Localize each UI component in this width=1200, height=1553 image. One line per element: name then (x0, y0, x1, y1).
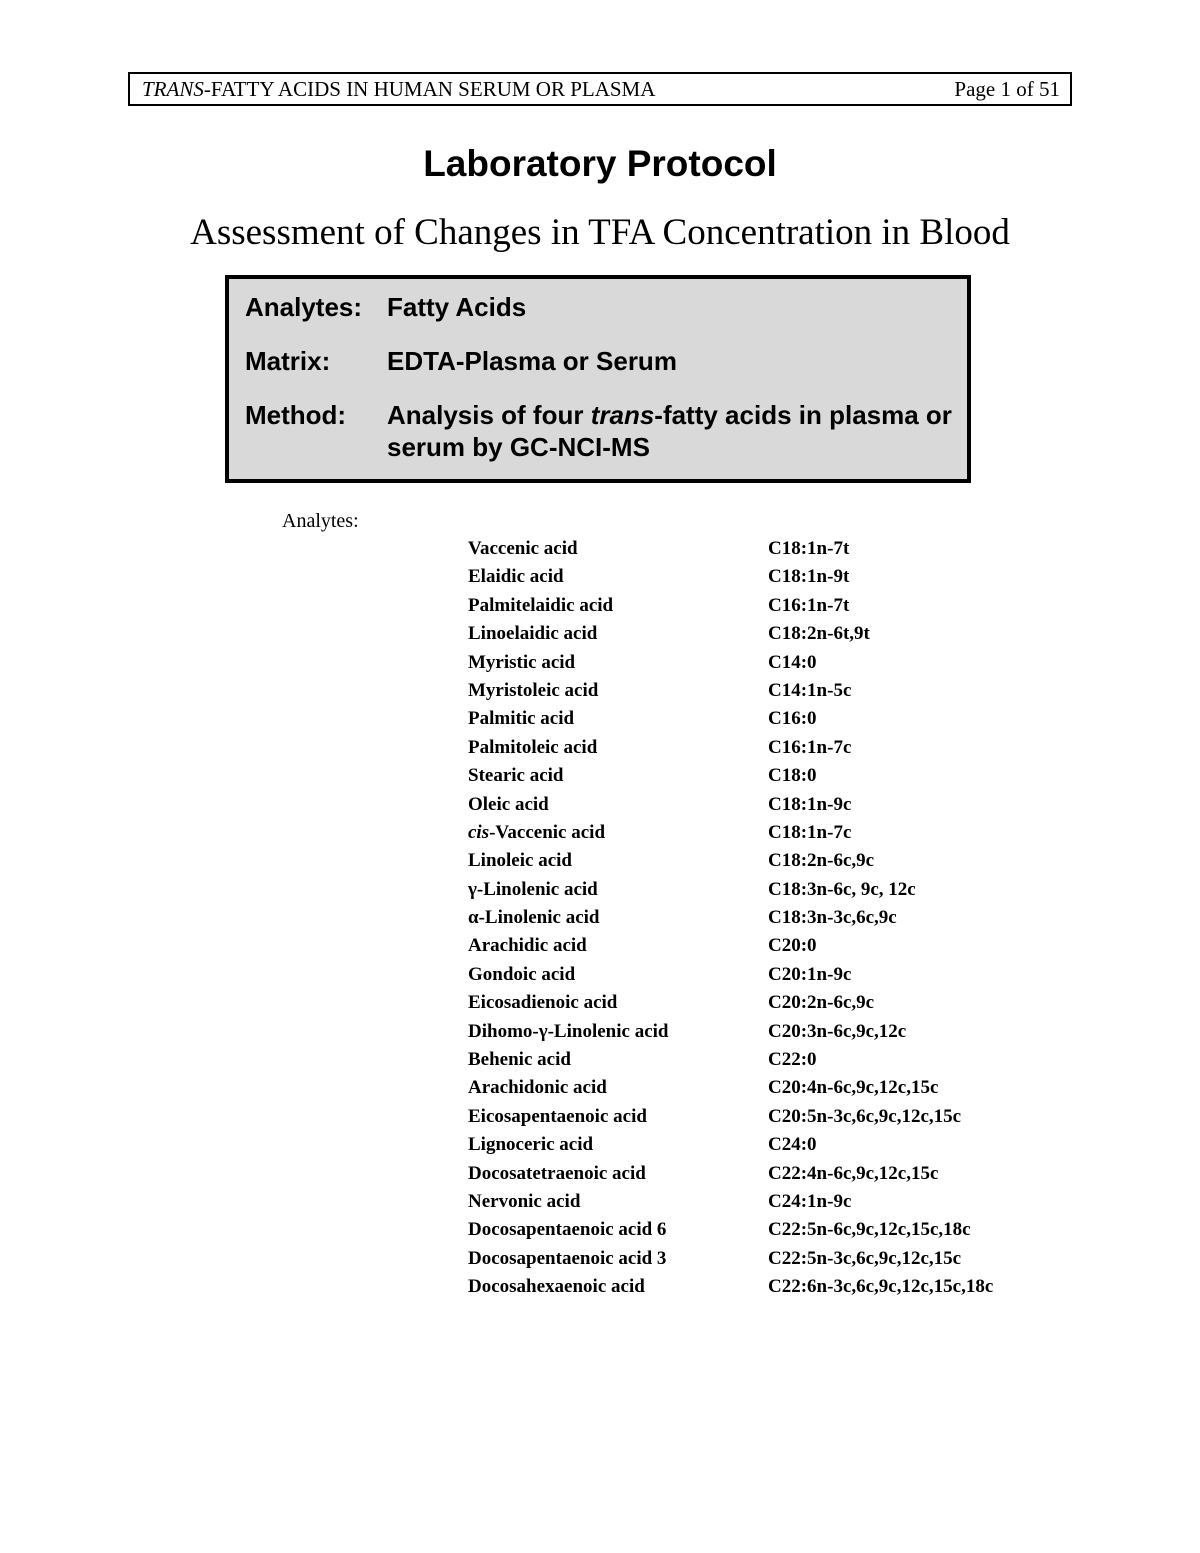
summary-label-analytes: Analytes: (245, 292, 363, 322)
summary-value-matrix: EDTA-Plasma or Serum (387, 346, 677, 376)
analyte-row (468, 876, 1108, 904)
analyte-row (468, 649, 1108, 677)
analyte-name (468, 620, 597, 648)
analyte-name-text: Palmitelaidic acid (468, 594, 614, 616)
analyte-formula: C18:0 (768, 765, 817, 787)
analyte-row (468, 1046, 1108, 1074)
analyte-row (468, 847, 1108, 875)
analyte-row (468, 734, 1108, 762)
analyte-name (468, 1046, 571, 1074)
analyte-name (468, 791, 549, 819)
analyte-name-text: Stearic acid (468, 765, 564, 787)
analyte-name-text: α-Linolenic acid (468, 907, 600, 929)
analyte-formula: C18:2n-6c,9c (768, 850, 875, 872)
analyte-name-text: Myristoleic acid (468, 679, 599, 701)
analyte-formula: C24:0 (768, 1134, 817, 1156)
analyte-name (468, 961, 575, 989)
analyte-formula: C22:4n-6c,9c,12c,15c (768, 1162, 939, 1184)
analyte-name-text: -Vaccenic acid (489, 821, 606, 843)
analyte-name (468, 876, 598, 904)
analyte-name (468, 1131, 593, 1159)
analyte-name-text: Arachidic acid (468, 935, 587, 957)
analyte-name (468, 762, 564, 790)
analyte-row (468, 620, 1108, 648)
analyte-row (468, 1103, 1108, 1131)
method-text-post: -fatty acids in plasma or serum by GC-NCI-MS (387, 400, 952, 462)
method-text-italic: trans (590, 400, 655, 430)
analyte-name (468, 1160, 646, 1188)
header-title-rest: -FATTY ACIDS IN HUMAN SERUM OR PLASMA (203, 77, 656, 101)
analyte-name (468, 847, 572, 875)
analyte-formula: C16:0 (768, 708, 817, 730)
analyte-formula: C18:1n-7t (768, 538, 850, 559)
analyte-formula: C20:4n-6c,9c,12c,15c (768, 1077, 939, 1099)
analyte-row (468, 1245, 1108, 1273)
analyte-formula: C22:5n-6c,9c,12c,15c,18c (768, 1219, 971, 1241)
analyte-formula: C24:1n-9c (768, 1190, 852, 1212)
analyte-row (468, 1018, 1108, 1046)
analyte-row (468, 932, 1108, 960)
analyte-name-text: Dihomo-γ-Linolenic acid (468, 1020, 669, 1042)
analyte-formula: C22:5n-3c,6c,9c,12c,15c (768, 1247, 962, 1269)
analyte-row (468, 563, 1108, 591)
analyte-row (468, 961, 1108, 989)
analyte-name (468, 677, 598, 705)
summary-box (225, 275, 971, 483)
analyte-name-text: Gondoic acid (468, 963, 576, 985)
analyte-row (468, 535, 1108, 563)
analyte-name-text: Docosapentaenoic acid 3 (468, 1247, 667, 1269)
analyte-name-text: Docosatetraenoic acid (468, 1162, 646, 1184)
analyte-name (468, 1103, 647, 1131)
summary-value-method (387, 399, 957, 463)
analyte-name-text: Nervonic acid (468, 1190, 581, 1212)
analyte-name-text: Arachidonic acid (468, 1077, 607, 1099)
page-number: Page 1 of 51 (954, 77, 1060, 101)
analyte-formula: C18:1n-7c (768, 821, 852, 843)
analyte-name-text: Palmitoleic acid (468, 736, 598, 758)
analyte-name (468, 1216, 666, 1244)
document-title: Laboratory Protocol (423, 143, 777, 184)
analyte-row (468, 1131, 1108, 1159)
analyte-name-text: Oleic acid (468, 793, 549, 815)
analyte-row (468, 677, 1108, 705)
analyte-name-text: Myristic acid (468, 651, 576, 673)
analyte-row (468, 1188, 1108, 1216)
document-subtitle: Assessment of Changes in TFA Concentration in Blood (190, 212, 1010, 253)
analyte-name-text: Eicosapentaenoic acid (468, 1105, 647, 1127)
analyte-name (468, 1074, 607, 1102)
analyte-name (468, 1188, 580, 1216)
analyte-formula: C18:1n-9c (768, 793, 852, 815)
summary-label-method: Method: (245, 400, 347, 430)
analyte-row (468, 904, 1108, 932)
analyte-name-text: Elaidic acid (468, 566, 564, 588)
analyte-formula: C20:0 (768, 935, 817, 957)
analyte-formula: C18:3n-3c,6c,9c (768, 907, 897, 929)
analyte-row (468, 819, 1108, 847)
analyte-row (468, 1273, 1108, 1301)
analyte-name (468, 1018, 668, 1046)
analyte-name-text: Linoelaidic acid (468, 623, 598, 645)
analyte-formula: C18:3n-6c, 9c, 12c (768, 878, 916, 900)
analyte-row (468, 592, 1108, 620)
analyte-name-text: Docosapentaenoic acid 6 (468, 1219, 667, 1241)
running-header (128, 72, 1072, 106)
analyte-formula: C16:1n-7c (768, 736, 852, 758)
header-title (142, 74, 655, 104)
analyte-row (468, 1074, 1108, 1102)
analyte-name-text: Linoleic acid (468, 850, 572, 872)
analyte-name (468, 563, 564, 591)
analyte-name (468, 1273, 645, 1301)
analyte-formula: C20:3n-6c,9c,12c (768, 1020, 907, 1042)
analyte-name (468, 734, 597, 762)
analyte-formula: C18:1n-9t (768, 566, 850, 588)
analyte-formula: C20:1n-9c (768, 963, 852, 985)
analyte-name (468, 592, 613, 620)
analyte-row (468, 1160, 1108, 1188)
analyte-name-text: Docosahexaenoic acid (468, 1276, 645, 1298)
analyte-name-text: Behenic acid (468, 1049, 571, 1071)
analyte-formula: C20:2n-6c,9c (768, 992, 875, 1014)
analyte-row (468, 705, 1108, 733)
analyte-formula: C14:0 (768, 651, 817, 673)
analyte-name-text: γ-Linolenic acid (468, 878, 598, 900)
analytes-heading: Analytes: (282, 510, 359, 532)
header-title-italic: TRANS (142, 77, 204, 101)
analyte-row (468, 989, 1108, 1017)
analyte-name (468, 1245, 666, 1273)
analyte-name-text: Palmitic acid (468, 708, 575, 730)
analyte-formula: C16:1n-7t (768, 594, 850, 616)
analyte-name (468, 932, 587, 960)
analyte-formula: C20:5n-3c,6c,9c,12c,15c (768, 1105, 962, 1127)
analyte-formula: C22:6n-3c,6c,9c,12c,15c,18c (768, 1276, 994, 1298)
analyte-row (468, 762, 1108, 790)
analyte-name (468, 705, 574, 733)
analyte-list (468, 535, 1108, 1302)
analyte-row (468, 791, 1108, 819)
analyte-formula: C22:0 (768, 1049, 817, 1071)
analyte-name (468, 904, 599, 932)
analyte-name (468, 535, 578, 563)
analyte-name (468, 649, 575, 677)
analyte-name-text: Vaccenic acid (468, 538, 578, 559)
analyte-name-text: Lignoceric acid (468, 1134, 594, 1156)
analyte-name (468, 989, 617, 1017)
analyte-row (468, 1216, 1108, 1244)
analyte-formula: C14:1n-5c (768, 679, 852, 701)
analyte-formula: C18:2n-6t,9t (768, 623, 870, 645)
method-text-pre: Analysis of four (387, 400, 591, 430)
summary-label-matrix: Matrix: (245, 346, 331, 376)
analyte-name (468, 819, 605, 847)
analyte-name-text: Eicosadienoic acid (468, 992, 618, 1014)
summary-value-analytes: Fatty Acids (387, 292, 527, 322)
analyte-name-italic: cis (468, 821, 490, 843)
